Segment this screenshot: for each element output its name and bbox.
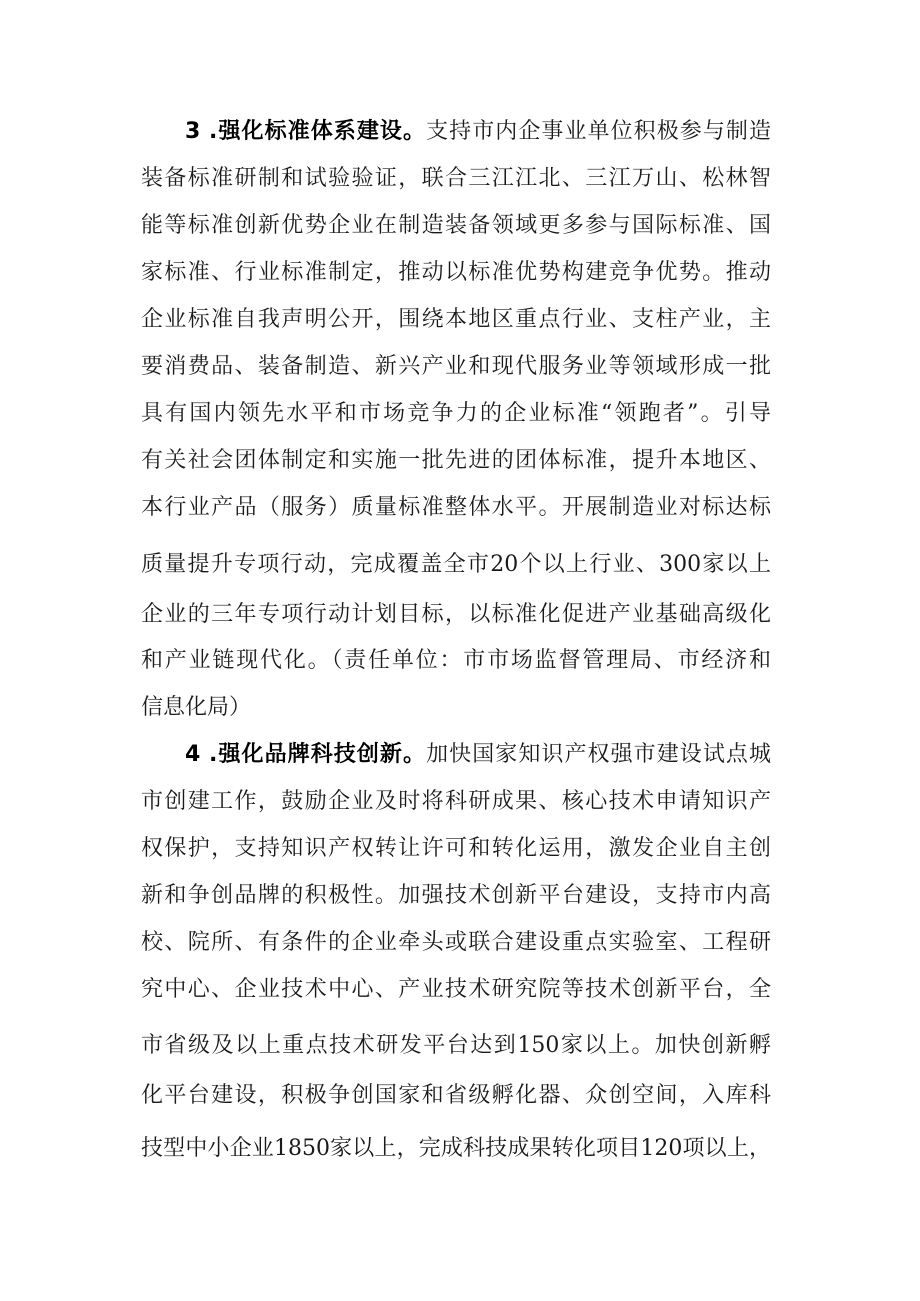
paragraph-3-line-2: 装备标准研制和试验验证，联合三江江北、三江万山、松林智 bbox=[141, 166, 771, 191]
paragraph-3-line-12: 和产业链现代化。（责任单位：市市场监督管理局、市经济和 bbox=[141, 648, 771, 673]
paragraph-3-text: 支持市内企事业单位积极参与制造 bbox=[426, 119, 771, 144]
paragraph-3-heading: 3 .强化标准体系建设。 bbox=[185, 119, 427, 144]
paragraph-4-line-5: 校、院所、有条件的企业牵头或联合建设重点实验室、工程研 bbox=[141, 930, 771, 955]
paragraph-4-line-1 bbox=[185, 735, 771, 775]
paragraph-4-line-8: 化平台建设，积极争创国家和省级孵化器、众创空间，入库科 bbox=[141, 1083, 771, 1108]
paragraph-4-line-7: 市省级及以上重点技术研发平台达到150家以上。加快创新孵 bbox=[141, 1033, 771, 1058]
paragraph-3-line-10: 质量提升专项行动，完成覆盖全市20个以上行业、300家以上 bbox=[141, 552, 771, 577]
paragraph-3-line-7: 具有国内领先水平和市场竞争力的企业标准“领跑者”。引导 bbox=[141, 401, 771, 426]
paragraph-4-line-4: 新和争创品牌的积极性。加强技术创新平台建设，支持市内高 bbox=[141, 883, 771, 908]
paragraph-3-line-6: 要消费品、装备制造、新兴产业和现代服务业等领域形成一批 bbox=[141, 354, 771, 379]
paragraph-4-line-2: 市创建工作，鼓励企业及时将科研成果、核心技术申请知识产 bbox=[141, 789, 771, 814]
paragraph-3-line-11: 企业的三年专项行动计划目标，以标准化促进产业基础高级化 bbox=[141, 602, 771, 627]
paragraph-3-line-9: 本行业产品（服务）质量标准整体水平。开展制造业对标达标 bbox=[141, 495, 771, 520]
paragraph-4-heading: 4 .强化品牌科技创新。 bbox=[185, 742, 427, 767]
paragraph-3-line-8: 有关社会团体制定和实施一批先进的团体标准，提升本地区、 bbox=[141, 448, 771, 473]
paragraph-4-line-6: 究中心、企业技术中心、产业技术研究院等技术创新平台，全 bbox=[141, 977, 771, 1002]
paragraph-3-line-13: 信息化局） bbox=[141, 695, 252, 720]
paragraph-4-line-9: 技型中小企业1850家以上，完成科技成果转化项目120项以上， bbox=[141, 1136, 771, 1161]
paragraph-4-line-3: 权保护，支持知识产权转让许可和转化运用，激发企业自主创 bbox=[141, 836, 771, 861]
paragraph-3-line-5: 企业标准自我声明公开，围绕本地区重点行业、支柱产业，主 bbox=[141, 307, 771, 332]
paragraph-3-line-4: 家标准、行业标准制定，推动以标准优势构建竞争优势。推动 bbox=[141, 260, 771, 285]
paragraph-4-text: 加快国家知识产权强市建设试点城 bbox=[426, 742, 771, 767]
paragraph-3-line-3: 能等标准创新优势企业在制造装备领域更多参与国际标准、国 bbox=[141, 213, 771, 238]
paragraph-3-line-1 bbox=[185, 112, 771, 152]
